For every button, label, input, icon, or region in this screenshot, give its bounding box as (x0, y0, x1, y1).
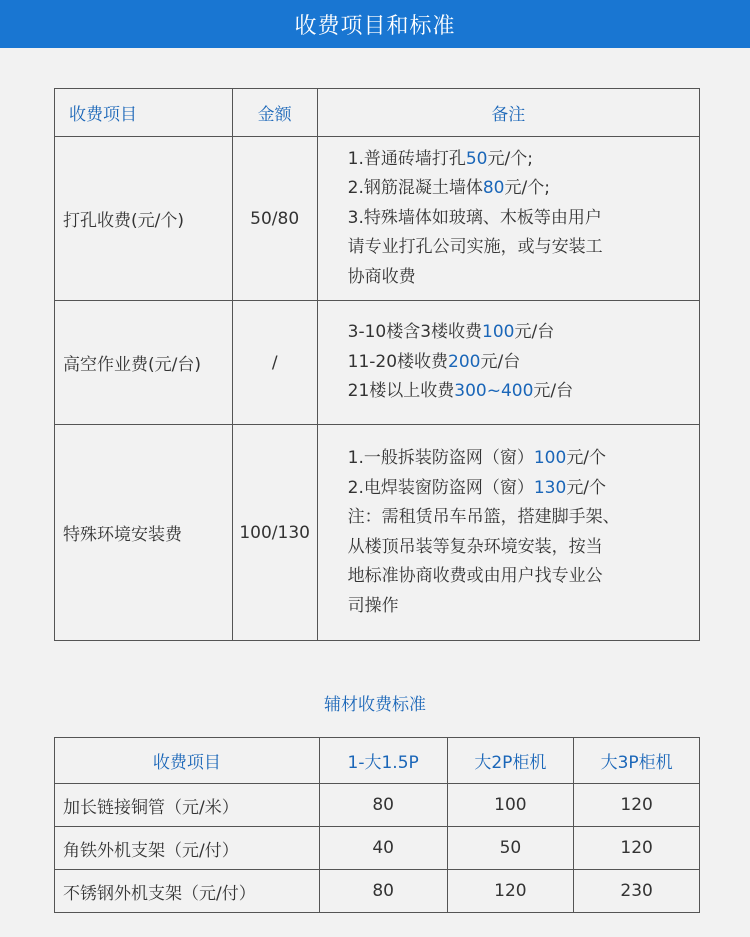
page-title: 收费项目和标准 (294, 13, 456, 39)
note-text: 元/个 (566, 477, 607, 498)
row-name: 角铁外机支架（元/付） (55, 827, 320, 870)
table-row (55, 301, 700, 425)
note-line (348, 348, 691, 378)
note-line (348, 533, 691, 563)
note-text: 协商收费 (347, 266, 416, 287)
price-cell: 100 (447, 784, 574, 827)
row-note (317, 137, 699, 301)
price-cell: 120 (574, 784, 700, 827)
note-text: 2.电焊装窗防盗网（窗） (347, 477, 534, 498)
note-price: 200 (448, 351, 481, 372)
accessory-table (54, 737, 700, 913)
note-line (348, 592, 691, 622)
row-amount: 100/130 (232, 425, 317, 641)
note-price: 130 (533, 477, 567, 498)
note-line (348, 503, 691, 533)
note-price: 100 (533, 448, 567, 468)
row-name: 打孔收费(元/个) (55, 137, 233, 301)
note-text: 元/台 (480, 351, 521, 372)
header-size-1-5p: 1-大1.5P (319, 738, 447, 784)
row-amount: / (232, 301, 317, 425)
note-text: 请专业打孔公司实施，或与安装工 (347, 237, 603, 258)
table-row (55, 425, 700, 641)
note-text: 元/个 (566, 448, 607, 468)
note-text: 注：需租赁吊车吊篮，搭建脚手架、 (347, 507, 620, 527)
note-price: 300~400 (454, 381, 534, 402)
row-name: 特殊环境安装费 (55, 425, 233, 641)
table-row (55, 870, 700, 913)
note-text: 3.特殊墙体如玻璃、木板等由用户 (347, 207, 602, 228)
price-cell: 120 (574, 827, 700, 870)
header-size-3p: 大3P柜机 (574, 738, 700, 784)
note-text: 从楼顶吊装等复杂环境安装，按当 (347, 536, 603, 557)
row-note (317, 425, 699, 641)
price-cell: 50 (447, 827, 574, 870)
header-size-2p: 大2P柜机 (447, 738, 574, 784)
price-cell: 120 (447, 870, 574, 913)
note-text: 元/台 (533, 381, 574, 402)
note-line (348, 233, 691, 263)
row-name: 加长链接铜管（元/米） (55, 784, 320, 827)
note-line (348, 204, 691, 234)
note-price: 50 (465, 148, 488, 169)
note-price: 80 (482, 178, 505, 199)
note-line (348, 562, 691, 592)
note-text: 1.普通砖墙打孔 (347, 148, 466, 169)
accessory-header (55, 738, 700, 784)
note-line (348, 444, 691, 474)
row-note (317, 301, 699, 425)
note-text: 地标准协商收费或由用户找专业公 (347, 566, 603, 586)
note-text: 2.钢筋混凝土墙体 (347, 178, 483, 199)
note-line (348, 145, 691, 175)
note-price: 100 (482, 322, 515, 343)
price-cell: 230 (574, 870, 700, 913)
price-cell: 80 (319, 784, 447, 827)
note-line (348, 377, 691, 407)
accessory-title: 辅材收费标准 (324, 695, 426, 715)
price-cell: 80 (319, 870, 447, 913)
note-text: 21楼以上收费 (347, 381, 455, 402)
note-text: 1.一般拆装防盗网（窗） (347, 448, 534, 468)
price-cell: 40 (319, 827, 447, 870)
table-row (55, 137, 700, 301)
header-item: 收费项目 (55, 89, 233, 137)
header-amount: 金额 (232, 89, 317, 137)
fee-table (54, 88, 700, 641)
note-line (348, 318, 691, 348)
note-text: 11-20楼收费 (347, 351, 449, 372)
fee-table-header (55, 89, 700, 137)
row-name: 不锈钢外机支架（元/付） (55, 870, 320, 913)
row-name: 高空作业费(元/台) (55, 301, 233, 425)
note-line (348, 174, 691, 204)
note-line (348, 263, 691, 293)
note-text: 元/个; (504, 178, 550, 199)
table-row (55, 827, 700, 870)
note-text: 3-10楼含3楼收费 (347, 322, 483, 343)
row-amount: 50/80 (232, 137, 317, 301)
header-note: 备注 (317, 89, 699, 137)
header-item: 收费项目 (55, 738, 320, 784)
note-text: 司操作 (347, 595, 399, 616)
note-line (348, 474, 691, 504)
note-text: 元/台 (514, 322, 555, 343)
note-text: 元/个; (487, 148, 533, 169)
header-banner (0, 0, 750, 48)
table-row (55, 784, 700, 827)
